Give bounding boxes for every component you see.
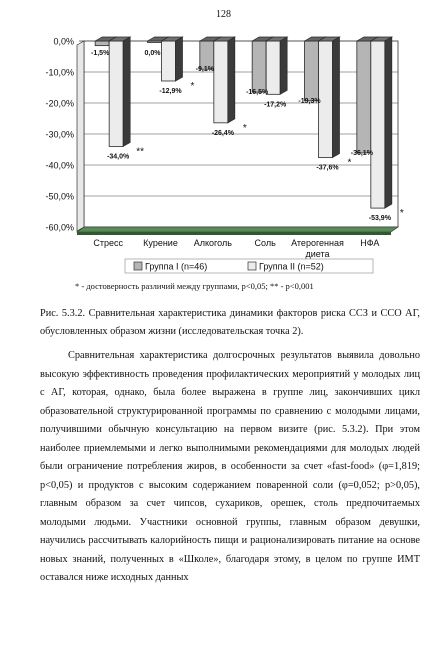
data-label: -37,6% <box>316 164 339 172</box>
data-label: -17,2% <box>264 101 287 109</box>
body-paragraph: Сравнительная характеристика долгосрочных результатов выявила довольно высокую эффективность проведения профилактических мероприятий у молодых лиц с АГ, которая, однако, была более выражена в группе лиц, закончивших цикл образовательной структурированной программы по сравнению с молодыми лицами, получившими обычную консультацию на первом визите (рис. 5.3.2). При этом наиболее приемлемыми и легко выполнимыми рекомендациями для молодых людей были ограничение потребления жиров, в особенности за счет «fast-food» (φ=1,819; p<0,05) и продуктов с высоким содержанием поваренной соли (φ=0,052; p>0,05), главным образом за счет чипсов, сухариков, орешек, столь предпочитаемых молодыми людьми. Участники основной группы, главным образом девушки, научились рассчитывать калорийность пищи и рационализировать питание на основе новых знаний, полученных в «Школе», благодаря этому, в целом по группе ИМТ оставался ниже исходных данных <box>40 350 420 583</box>
significance-marker: * <box>190 80 195 92</box>
bar-group2 <box>162 41 176 81</box>
y-tick-label: -50,0% <box>45 191 74 202</box>
category-label: Алкоголь <box>193 238 232 248</box>
bar-group1 <box>357 41 371 153</box>
category-label: Стресс <box>93 238 123 248</box>
bar-group2 <box>371 41 385 208</box>
significance-marker: ** <box>136 146 145 158</box>
data-label: -36,1% <box>350 149 373 157</box>
y-tick-label: -20,0% <box>45 98 74 109</box>
category-label: диета <box>305 249 330 259</box>
bar-group1 <box>305 41 319 101</box>
bar-group2 <box>266 41 280 94</box>
data-label: -26,4% <box>211 129 234 137</box>
category-label: Соль <box>254 238 276 248</box>
bar-side-face <box>176 37 183 81</box>
y-tick-label: 0,0% <box>53 36 74 47</box>
y-tick-label: -60,0% <box>45 222 74 233</box>
legend-label: Группа II (n=52) <box>259 261 324 272</box>
bar-chart <box>0 20 447 282</box>
data-label: -1,5% <box>91 50 110 57</box>
legend-swatch <box>248 262 256 270</box>
significance-marker: * <box>399 208 404 220</box>
figure-caption: Рис. 5.3.2. Сравнительная характеристика динамики факторов риска ССЗ и ССО АГ, обусловленных образом жизни (исследовательская точка 2). <box>40 308 420 337</box>
page-number: 128 <box>216 9 231 20</box>
category-label: Атерогенная <box>291 238 344 248</box>
data-label: -9,1% <box>195 66 214 74</box>
chart-floor-edge <box>77 232 391 235</box>
body-text <box>40 347 420 588</box>
y-tick-label: -40,0% <box>45 160 74 171</box>
bar-group2 <box>214 41 228 123</box>
chart-floor <box>77 227 398 232</box>
legend-label: Группа I (n=46) <box>145 261 208 272</box>
bar-group1 <box>95 41 109 46</box>
data-label: -16,5% <box>246 89 269 97</box>
data-label: -34,0% <box>107 153 130 161</box>
data-label: 0,0% <box>144 50 161 57</box>
significance-marker: * <box>347 157 352 169</box>
bar-side-face <box>280 37 287 94</box>
category-label: НФА <box>360 238 380 248</box>
data-label: -53,9% <box>368 215 391 223</box>
bar-group2 <box>319 41 333 158</box>
bar-side-face <box>228 37 235 123</box>
chart-side-wall <box>77 41 84 231</box>
legend-swatch <box>134 262 142 270</box>
bar-side-face <box>385 37 392 208</box>
significance-marker: * <box>242 122 247 134</box>
bar-side-face <box>123 37 130 146</box>
significance-footnote: * - достоверность различий между группами, p<0,05; ** - p<0,001 <box>75 281 314 291</box>
bar-group1 <box>252 41 266 92</box>
bar-side-face <box>333 37 340 158</box>
y-tick-label: -30,0% <box>45 129 74 140</box>
data-label: -19,3% <box>298 97 321 105</box>
category-label: Курение <box>143 238 178 248</box>
data-label: -12,9% <box>159 87 182 95</box>
bar-group2 <box>109 41 123 146</box>
y-tick-label: -10,0% <box>45 67 74 78</box>
bar-group1 <box>200 41 214 69</box>
